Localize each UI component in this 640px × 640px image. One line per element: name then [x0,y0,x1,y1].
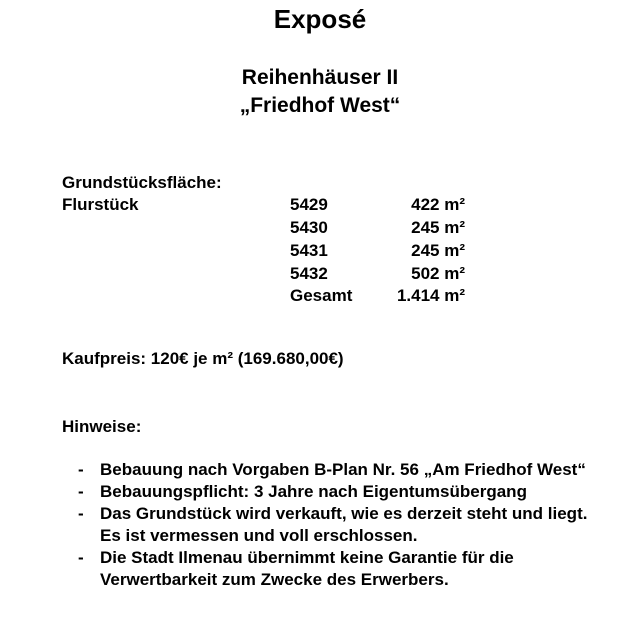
parcel-area: 245 m² [411,218,465,237]
note-text: Das Grundstück wird verkauft, wie es derzeit steht und liegt. Es ist vermessen und voll erschlossen. [100,504,588,545]
note-text: Die Stadt Ilmenau übernimmt keine Garantie für die Verwertbarkeit zum Zwecke des Erwerbers. [100,548,514,589]
bullet-dash: - [78,548,84,567]
parcel-number: 5431 [290,241,328,260]
purchase-price: Kaufpreis: 120€ je m² (169.680,00€) [62,349,344,368]
parcel-number: 5430 [290,218,328,237]
parcel-row [0,194,640,216]
parcel-area: 422 m² [411,195,465,214]
note-text: Bebauungspflicht: 3 Jahre nach Eigentumsübergang [100,482,527,501]
parcel-number: 5432 [290,264,328,283]
list-item [78,481,598,503]
bullet-dash: - [78,504,84,523]
parcel-number: 5429 [290,195,328,214]
bullet-dash: - [78,460,84,479]
bullet-dash: - [78,482,84,501]
parcel-row [0,217,640,239]
list-item [78,459,598,481]
project-subtitle: „Friedhof West“ [239,94,401,117]
parcel-total-row [0,285,640,307]
notes-heading: Hinweise: [62,417,142,436]
note-text: Bebauung nach Vorgaben B-Plan Nr. 56 „Am Friedhof West“ [100,460,586,479]
document-title: Exposé [273,4,367,34]
parcel-area: 245 m² [411,241,465,260]
parcel-total-area: 1.414 m² [396,286,465,305]
list-item [78,547,598,591]
parcel-label: Flurstück [62,195,139,214]
project-name: Reihenhäuser II [241,66,399,89]
parcel-row [0,263,640,285]
land-area-label: Grundstücksfläche: [62,173,222,192]
parcel-row [0,240,640,262]
parcel-total-label: Gesamt [290,286,353,305]
notes-list [78,459,598,591]
list-item [78,503,598,547]
parcel-area: 502 m² [411,264,465,283]
